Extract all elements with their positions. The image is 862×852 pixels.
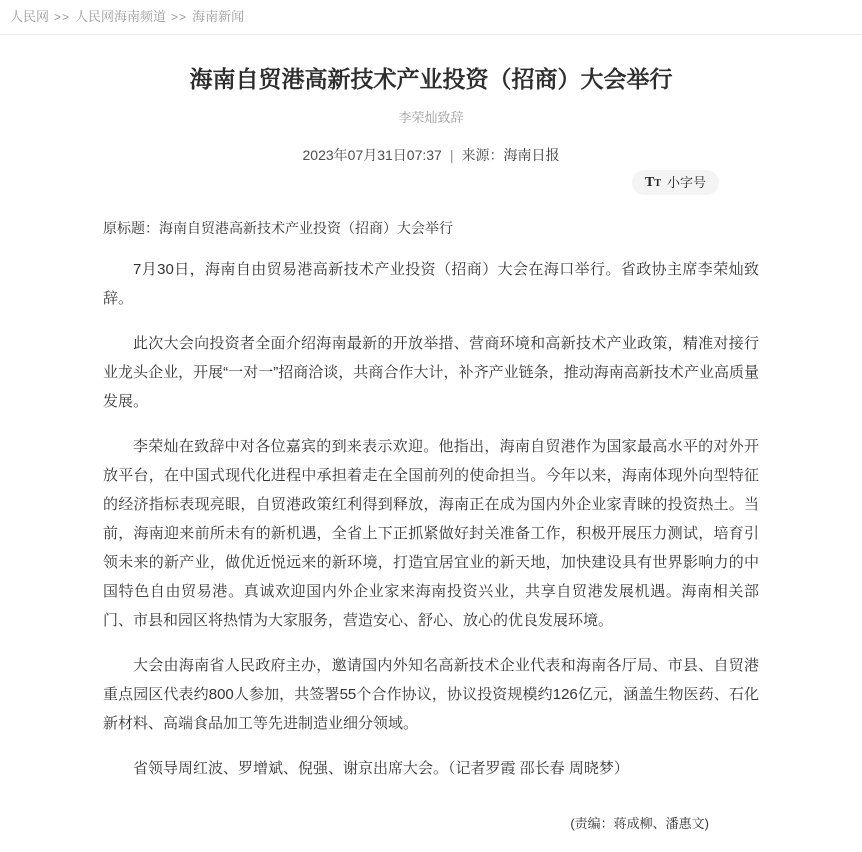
source-label: 来源： xyxy=(461,147,504,163)
article-paragraph: 省领导周红波、罗增斌、倪强、谢京出席大会。（记者罗霞 邵长春 周晓梦） xyxy=(133,760,629,777)
article-paragraph: 此次大会向投资者全面介绍海南最新的开放举措、营商环境和高新技术产业政策，精准对接行业龙头企业，开展“一对一”招商洽谈，共商合作大计，补齐产业链条，推动海南高新技术产业高质量发展。 xyxy=(103,335,759,410)
source-link[interactable]: 海南日报 xyxy=(503,147,560,163)
publish-date: 2023年07月31日07:37 xyxy=(302,147,442,163)
article-toolbar xyxy=(103,170,759,196)
breadcrumb-separator: >> xyxy=(171,10,188,24)
breadcrumb-link-hainan-news[interactable]: 海南新闻 xyxy=(192,9,245,24)
breadcrumb-link-people[interactable]: 人民网 xyxy=(10,9,50,24)
font-size-button[interactable] xyxy=(632,170,719,195)
original-title-text: 海南自贸港高新技术产业投资（招商）大会举行 xyxy=(159,220,453,236)
article-paragraph: 大会由海南省人民政府主办，邀请国内外知名高新技术企业代表和海南各厅局、市县、自贸港重点园区代表约800人参加，共签署55个合作协议，协议投资规模约126亿元，涵盖生物医药、石化新材料、高端食品加工等先进制造业细分领域。 xyxy=(103,657,759,732)
article xyxy=(103,62,759,838)
article-body xyxy=(103,217,759,838)
article-paragraphs xyxy=(103,255,759,783)
breadcrumb-separator: >> xyxy=(54,10,71,24)
original-title-label: 原标题： xyxy=(103,220,159,236)
page-title: 海南自贸港高新技术产业投资（招商）大会举行 xyxy=(189,66,673,92)
meta-separator: | xyxy=(449,147,454,163)
editor-note: (责编：蒋成柳、潘惠文) xyxy=(570,816,709,831)
original-title-line xyxy=(103,217,759,239)
breadcrumb xyxy=(0,0,862,34)
article-meta xyxy=(103,145,759,165)
font-size-button-label: 小字号 xyxy=(666,175,706,190)
breadcrumb-link-hainan-channel[interactable]: 人民网海南频道 xyxy=(75,9,167,24)
font-size-icon: T T xyxy=(644,174,661,190)
header-divider xyxy=(0,34,862,35)
article-paragraph: 7月30日，海南自由贸易港高新技术产业投资（招商）大会在海口举行。省政协主席李荣灿致辞。 xyxy=(103,261,759,307)
article-subtitle: 李荣灿致辞 xyxy=(398,110,464,125)
article-paragraph: 李荣灿在致辞中对各位嘉宾的到来表示欢迎。他指出，海南自贸港作为国家最高水平的对外开放平台，在中国式现代化进程中承担着走在全国前列的使命担当。今年以来，海南体现外向型特征的经济指标表现亮眼，自贸港政策红利得到释放，海南正在成为国内外企业家青睐的投资热土。当前，海南迎来前所未有的新机遇，全省上下正抓紧做好封关准备工作，积极开展压力测试，培育引领未来的新产业，做优近悦远来的新环境，打造宜居宜业的新天地，加快建设具有世界影响力的中国特色自由贸易港。真诚欢迎国内外企业家来海南投资兴业，共享自贸港发展机遇。海南相关部门、市县和园区将热情为大家服务，营造安心、舒心、放心的优良发展环境。 xyxy=(103,438,759,629)
